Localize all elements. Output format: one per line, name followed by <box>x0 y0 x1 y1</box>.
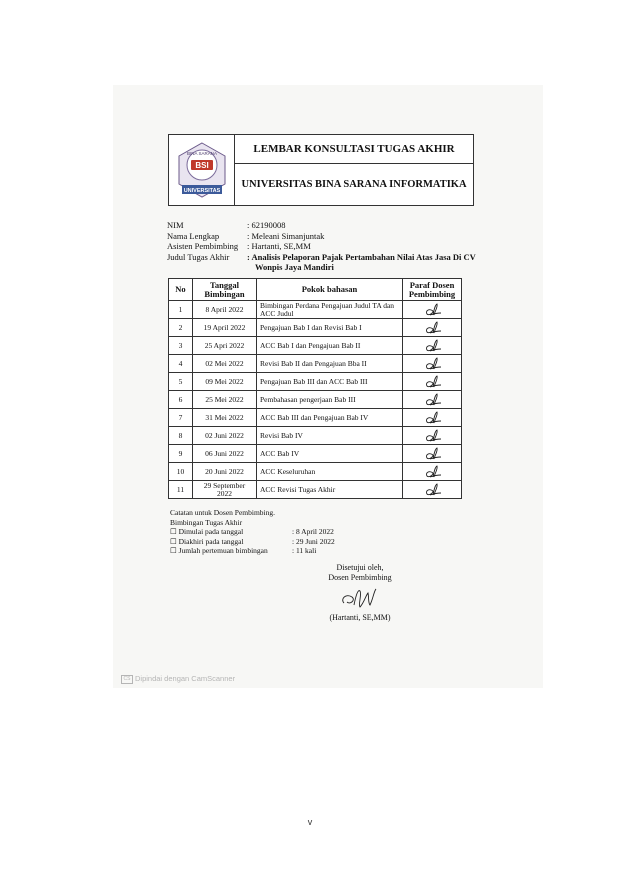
table-row <box>169 355 462 373</box>
row-no: 1 <box>169 301 193 319</box>
form-title: LEMBAR KONSULTASI TUGAS AKHIR <box>235 135 473 164</box>
signature-icon <box>338 585 382 611</box>
page-number: v <box>307 817 313 827</box>
row-no: 8 <box>169 427 193 445</box>
row-paraf <box>403 337 462 355</box>
table-row <box>169 319 462 337</box>
col-no: No <box>169 279 193 301</box>
row-topic: Revisi Bab IV <box>257 427 403 445</box>
row-paraf <box>403 391 462 409</box>
row-topic: Pengajuan Bab III dan ACC Bab III <box>257 373 403 391</box>
logo-abbr: BSI <box>195 161 209 170</box>
table-row <box>169 445 462 463</box>
signature-icon <box>419 302 445 317</box>
end-value: : 29 Juni 2022 <box>292 536 335 546</box>
row-paraf <box>403 445 462 463</box>
col-paraf: Paraf Dosen Pembimbing <box>403 279 462 301</box>
row-no: 6 <box>169 391 193 409</box>
logo-ring-text: BINA SARANA <box>186 151 218 156</box>
col-tanggal: Tanggal Bimbingan <box>193 279 257 301</box>
row-no: 11 <box>169 481 193 499</box>
row-topic: Pembahasan pengerjaan Bab III <box>257 391 403 409</box>
row-topic: ACC Bab I dan Pengajuan Bab II <box>257 337 403 355</box>
nim-label: NIM <box>167 220 184 230</box>
row-no: 9 <box>169 445 193 463</box>
approver-name: (Hartanti, SE,MM) <box>329 613 391 622</box>
university-name: UNIVERSITAS BINA SARANA INFORMATIKA <box>241 179 467 190</box>
scanner-text: Dipindai dengan CamScanner <box>135 674 236 683</box>
camscanner-icon: CS <box>121 675 133 684</box>
signature-icon <box>419 464 445 479</box>
consultation-table <box>168 278 462 499</box>
judul-value-line1: : Analisis Pelaporan Pajak Pertambahan Nilai Atas Jasa Di CV <box>247 251 476 262</box>
table-row <box>169 337 462 355</box>
row-date: 09 Mei 2022 <box>193 373 257 391</box>
row-date: 02 Juni 2022 <box>193 427 257 445</box>
row-topic: ACC Revisi Tugas Akhir <box>257 481 403 499</box>
end-label: ☐ Diakhiri pada tanggal <box>170 536 244 546</box>
signature-icon <box>419 374 445 389</box>
nama-value: : Meleani Simanjuntak <box>247 230 325 241</box>
table-row <box>169 463 462 481</box>
row-date: 29 September 2022 <box>193 481 257 499</box>
judul-label: Judul Tugas Akhir <box>167 251 230 262</box>
signature-icon <box>419 482 445 497</box>
row-no: 2 <box>169 319 193 337</box>
signature-icon <box>419 338 445 353</box>
row-topic: ACC Bab IV <box>257 445 403 463</box>
document-header <box>168 134 474 206</box>
signature-icon <box>419 356 445 371</box>
table-row <box>169 481 462 499</box>
table-row <box>169 427 462 445</box>
row-paraf <box>403 373 462 391</box>
signature-icon <box>419 446 445 461</box>
table-header-row <box>169 279 462 301</box>
notes-subtitle: Bimbingan Tugas Akhir <box>170 517 243 527</box>
row-topic: Revisi Bab II dan Pengajuan Bba II <box>257 355 403 373</box>
row-paraf <box>403 481 462 499</box>
row-date: 06 Juni 2022 <box>193 445 257 463</box>
table-row <box>169 373 462 391</box>
table-row <box>169 391 462 409</box>
row-paraf <box>403 355 462 373</box>
row-date: 25 Mei 2022 <box>193 391 257 409</box>
row-no: 5 <box>169 373 193 391</box>
approval-line1: Disetujui oleh, <box>336 563 384 572</box>
university-logo-icon <box>176 141 228 199</box>
row-paraf <box>403 319 462 337</box>
signature-icon <box>419 320 445 335</box>
row-topic: ACC Bab III dan Pengajuan Bab IV <box>257 409 403 427</box>
count-value: : 11 kali <box>292 546 317 555</box>
row-no: 10 <box>169 463 193 481</box>
signature-icon <box>419 410 445 425</box>
row-date: 02 Mei 2022 <box>193 355 257 373</box>
row-date: 20 Juni 2022 <box>193 463 257 481</box>
row-paraf <box>403 409 462 427</box>
count-label: ☐ Jumlah pertemuan bimbingan <box>170 546 268 555</box>
nama-label: Nama Lengkap <box>167 230 220 241</box>
row-no: 3 <box>169 337 193 355</box>
row-no: 7 <box>169 409 193 427</box>
notes-title: Catatan untuk Dosen Pembimbing. <box>170 508 275 517</box>
start-label: ☐ Dimulai pada tanggal <box>170 527 244 536</box>
row-topic: Pengajuan Bab I dan Revisi Bab I <box>257 319 403 337</box>
asisten-label: Asisten Pembimbing <box>167 241 239 251</box>
judul-value-line2: Wonpis Jaya Mandiri <box>255 262 334 272</box>
logo-cell <box>169 135 235 205</box>
row-date: 19 April 2022 <box>193 319 257 337</box>
col-pokok: Pokok bahasan <box>257 279 403 301</box>
logo-banner: UNIVERSITAS <box>183 188 221 194</box>
row-paraf <box>403 427 462 445</box>
signature-icon <box>419 392 445 407</box>
nim-value: : 62190008 <box>247 220 286 230</box>
scanner-watermark <box>121 674 235 684</box>
row-paraf <box>403 463 462 481</box>
row-date: 8 April 2022 <box>193 301 257 319</box>
signature-icon <box>419 428 445 443</box>
approval-line2: Dosen Pembimbing <box>328 573 392 582</box>
asisten-value: : Hartanti, SE,MM <box>247 241 311 251</box>
row-topic: ACC Keseluruhan <box>257 463 403 481</box>
row-date: 25 Apri 2022 <box>193 337 257 355</box>
row-no: 4 <box>169 355 193 373</box>
table-row <box>169 301 462 319</box>
approval-block <box>300 563 420 623</box>
table-row <box>169 409 462 427</box>
row-topic: Bimbingan Perdana Pengajuan Judul TA dan ACC Judul <box>257 301 403 319</box>
start-value: : 8 April 2022 <box>292 527 334 536</box>
row-date: 31 Mei 2022 <box>193 409 257 427</box>
row-paraf <box>403 301 462 319</box>
